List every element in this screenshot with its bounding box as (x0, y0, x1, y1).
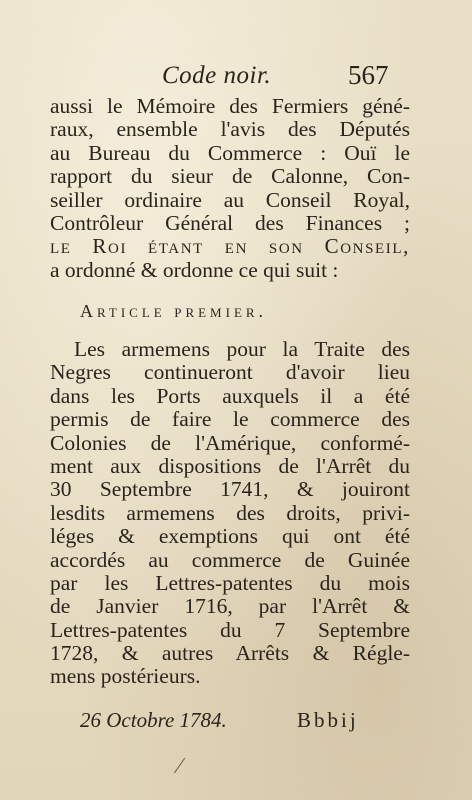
text-line: rapport du sieur de Calonne, Con- (50, 164, 410, 189)
text-line: Contrôleur Général des Finances ; (50, 210, 410, 235)
text-line: a ordonné & ordonne ce qui suit : (50, 257, 339, 282)
preamble-paragraph (50, 95, 410, 282)
text-line: Negres continueront d'avoir lieu (50, 360, 410, 385)
article-heading: Article premier. (80, 301, 268, 321)
page-number: 567 (348, 60, 389, 90)
text-line: 30 Septembre 1741, & jouiront (50, 477, 410, 502)
text-line: raux, ensemble l'avis des Députés (50, 117, 410, 142)
text-line: mens postérieurs. (50, 664, 201, 689)
page-header (0, 60, 472, 96)
text-line: léges & exemptions qui ont été (50, 524, 410, 549)
text-line: lesdits armemens des droits, privi- (50, 500, 410, 525)
running-title: Code noir. (162, 62, 272, 89)
text-line: permis de faire le commerce des (50, 407, 410, 432)
text-line: de Janvier 1716, par l'Arrêt & (50, 594, 410, 619)
text-line: ment aux dispositions de l'Arrêt du (50, 453, 410, 478)
text-line: Colonies de l'Amérique, conformé- (50, 430, 410, 455)
text-line: aussi le Mémoire des Fermiers géné- (50, 94, 410, 118)
text-line: Les armemens pour la Traite des (74, 337, 410, 361)
page-footer (0, 708, 472, 738)
text-line: par les Lettres-patentes du mois (50, 570, 410, 595)
text-line-king-in-council: le Roi étant en son Conseil, (50, 234, 410, 259)
ink-mark (174, 758, 195, 780)
text-line: seiller ordinaire au Conseil Royal, (50, 187, 410, 212)
text-line: au Bureau du Commerce : Ouï le (50, 140, 410, 165)
text-line: accordés au commerce de Guinée (50, 547, 410, 572)
signature-mark: Bbbij (297, 708, 359, 732)
text-line: Lettres-patentes du 7 Septembre (50, 617, 410, 642)
text-line: 1728, & autres Arrêts & Régle- (50, 641, 410, 666)
text-line: dans les Ports auxquels il a été (50, 383, 410, 408)
date-line: 26 Octobre 1784. (80, 708, 227, 732)
article-paragraph (50, 338, 410, 689)
